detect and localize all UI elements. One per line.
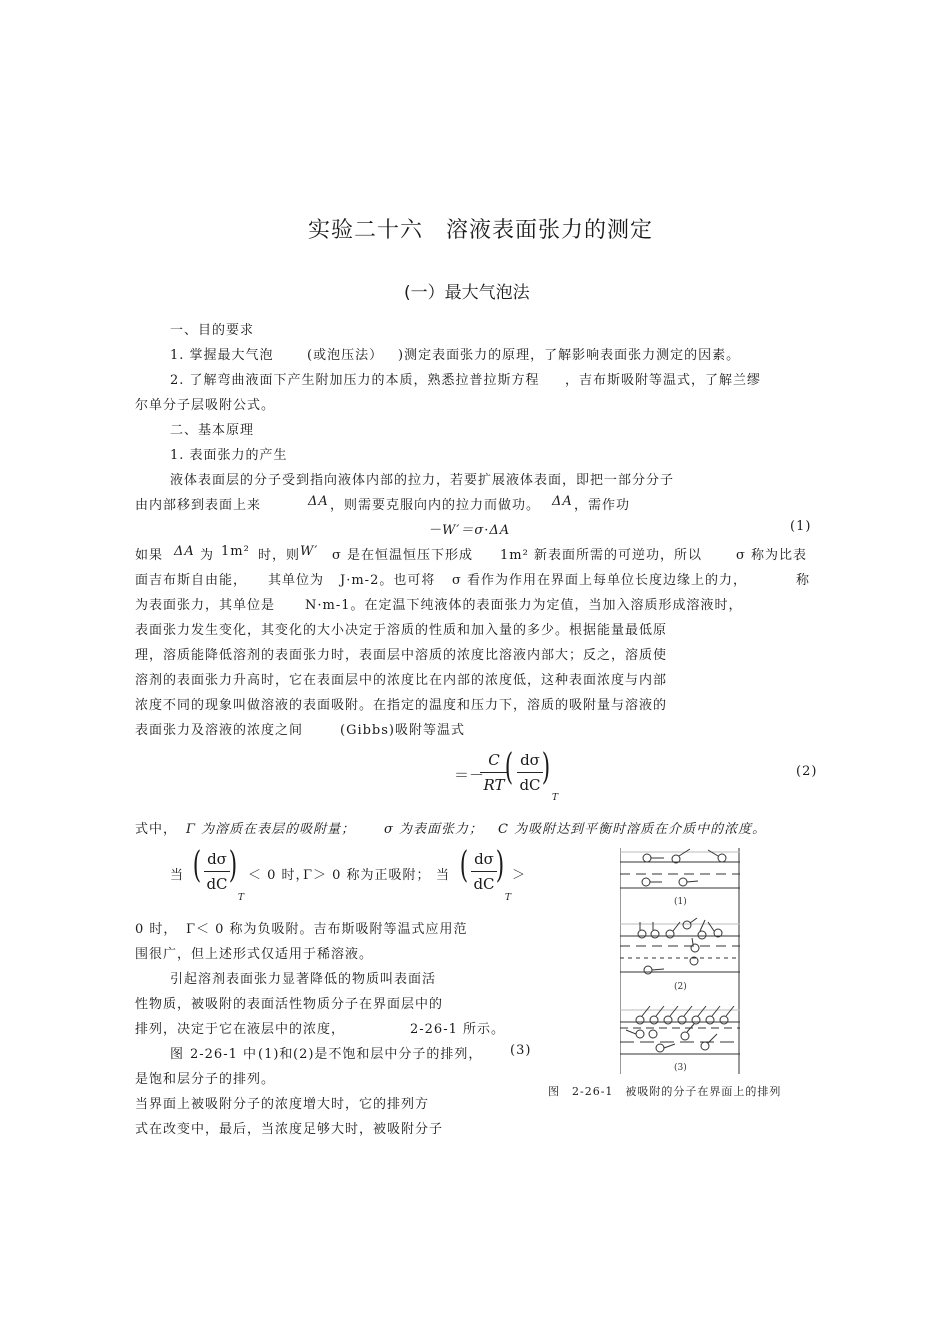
text: 面吉布斯自由能， (135, 573, 248, 588)
text: 2-26-1 所示。 (410, 1022, 506, 1037)
text: 1. 掌握最大气泡 (170, 348, 274, 363)
text: 时，则 (258, 548, 301, 563)
fig-label-2: (2) (674, 982, 687, 992)
text: σ 是在恒温恒压下形成 (332, 548, 474, 563)
text: 为 (200, 548, 215, 563)
eq2-dbar (517, 772, 543, 773)
text: 如果 (135, 548, 164, 563)
text: 排列，决定于它在液层中的浓度， (135, 1022, 346, 1037)
text: (3) (510, 1043, 532, 1058)
section-subtitle: (一）最大气泡法 (404, 283, 530, 303)
text: σ 看作为作用在界面上每单位长度边缘上的力， (452, 573, 748, 588)
equation-1: －W′＝σ·ΔA (428, 523, 511, 538)
text: 当界面上被吸附分子的浓度增大时，它的排列方 (135, 1097, 430, 1112)
equation-number: (1) (790, 519, 812, 534)
text: J·m-2。也可将 (340, 573, 436, 588)
text: Γ＞ 0 称为正吸附； (303, 868, 431, 883)
d1-sub: T (238, 893, 245, 903)
text: (Gibbs)吸附等温式 (340, 723, 466, 738)
eq2-sub: T (552, 793, 559, 803)
text: 浓度不同的现象叫做溶液的表面吸附。在指定的温度和压力下，溶质的吸附量与溶液的 (135, 698, 668, 713)
text: C 为吸附达到平衡时溶质在介质中的浓度。 (498, 822, 767, 837)
eq2-dnum: dσ (520, 751, 540, 769)
text: 是饱和层分子的排列。 (135, 1072, 276, 1087)
text: 称 (796, 573, 811, 588)
text: (或泡压法） (307, 348, 384, 363)
text: 尔单分子层吸附公式。 (135, 398, 276, 413)
text: 溶剂的表面张力升高时，它在表面层中的浓度比在内部的浓度低，这种表面浓度与内部 (135, 673, 668, 688)
eq2-lparen: ( (504, 747, 514, 788)
text: ，则需要克服向内的拉力而做功。 (330, 498, 541, 513)
text: ΔA (552, 494, 573, 509)
d2-rparen: ) (495, 845, 505, 886)
text: 为表面张力，其单位是 (135, 598, 276, 613)
text: 0 时， (135, 922, 178, 937)
text: 表面张力发生变化，其变化的大小决定于溶质的性质和加入量的多少。根据能量最低原 (135, 623, 668, 638)
eq2-rparen: ) (541, 747, 551, 788)
d2-bar (471, 871, 497, 872)
text: 理，溶质能降低溶剂的表面张力时，表面层中溶质的浓度比溶液内部大；反之，溶质使 (135, 648, 668, 663)
text: Γ＜ 0 称为负吸附。吉布斯吸附等温式应用范 (186, 922, 468, 937)
text: ，需作功 (574, 498, 631, 513)
figure-drawing (620, 848, 740, 1074)
text: 1m² (221, 544, 250, 559)
subheading: 1. 表面张力的产生 (170, 448, 288, 463)
text: ＞ (512, 868, 527, 883)
heading-aims: 一、目的要求 (170, 323, 255, 338)
text: (2)是不饱和层中分子的排列， (293, 1047, 483, 1062)
text: 当 (170, 868, 185, 883)
text: 1m² 新表面所需的可逆功，所以 (500, 548, 702, 563)
figure-molecule-arrangement (620, 848, 740, 1074)
text: (1)和 (258, 1047, 294, 1062)
eq2-lhs: ＝－ (454, 766, 485, 784)
text: ΔA (174, 544, 195, 559)
d1-den: dC (206, 875, 228, 893)
text: 2. 了解弯曲液面下产生附加压力的本质，熟悉拉普拉斯方程 (170, 373, 540, 388)
eq2-num: C (488, 751, 500, 769)
d2-den: dC (473, 875, 495, 893)
d1-rparen: ) (228, 845, 238, 886)
eq2-bar (480, 772, 508, 773)
text: )测定表面张力的原理，了解影响表面张力测定的因素。 (398, 348, 741, 363)
text: 当 (436, 868, 451, 883)
text: ΔA (308, 494, 329, 509)
text: 液体表面层的分子受到指向液体内部的拉力，若要扩展液体表面，即把一部分分子 (170, 473, 675, 488)
page-title: 实验二十六 溶液表面张力的测定 (308, 218, 654, 243)
d2-sub: T (505, 893, 512, 903)
equation-number: (2) (796, 764, 818, 779)
d1-lparen: ( (192, 845, 202, 886)
d2-lparen: ( (459, 845, 469, 886)
text: 图 (170, 1047, 185, 1062)
d1-bar (204, 871, 230, 872)
text: σ 为表面张力； (384, 822, 484, 837)
text: ，吉布斯吸附等温式，了解兰缪 (565, 373, 762, 388)
text: 表面张力及溶液的浓度之间 (135, 723, 304, 738)
text: 由内部移到表面上来 (135, 498, 262, 513)
text: ＜ 0 时， (248, 868, 310, 883)
text: 围很广，但上述形式仅适用于稀溶液。 (135, 947, 374, 962)
text: 引起溶剂表面张力显著降低的物质叫表面活 (170, 972, 437, 987)
text: σ 称为比表 (736, 548, 808, 563)
heading-principle: 二、基本原理 (170, 423, 255, 438)
d2-num: dσ (474, 850, 494, 868)
eq2-dden: dC (519, 776, 541, 794)
fig-label-3: (3) (674, 1063, 687, 1073)
text: 2-26-1 中 (190, 1047, 258, 1062)
text: N·m-1。在定温下纯液体的表面张力为定值，当加入溶质形成溶液时， (305, 598, 743, 613)
text: 性物质，被吸附的表面活性物质分子在界面层中的 (135, 997, 444, 1012)
fig-label-1: (1) (674, 897, 687, 907)
text: 式在改变中，最后，当浓度足够大时，被吸附分子 (135, 1122, 444, 1137)
eq2-den: RT (483, 776, 505, 794)
text: 式中， (135, 822, 178, 837)
text: 其单位为 (268, 573, 325, 588)
text: Γ 为溶质在表层的吸附量； (186, 822, 356, 837)
figure-caption: 图 2-26-1 被吸附的分子在界面上的排列 (548, 1085, 782, 1098)
d1-num: dσ (207, 850, 227, 868)
text: W′ (300, 544, 319, 559)
